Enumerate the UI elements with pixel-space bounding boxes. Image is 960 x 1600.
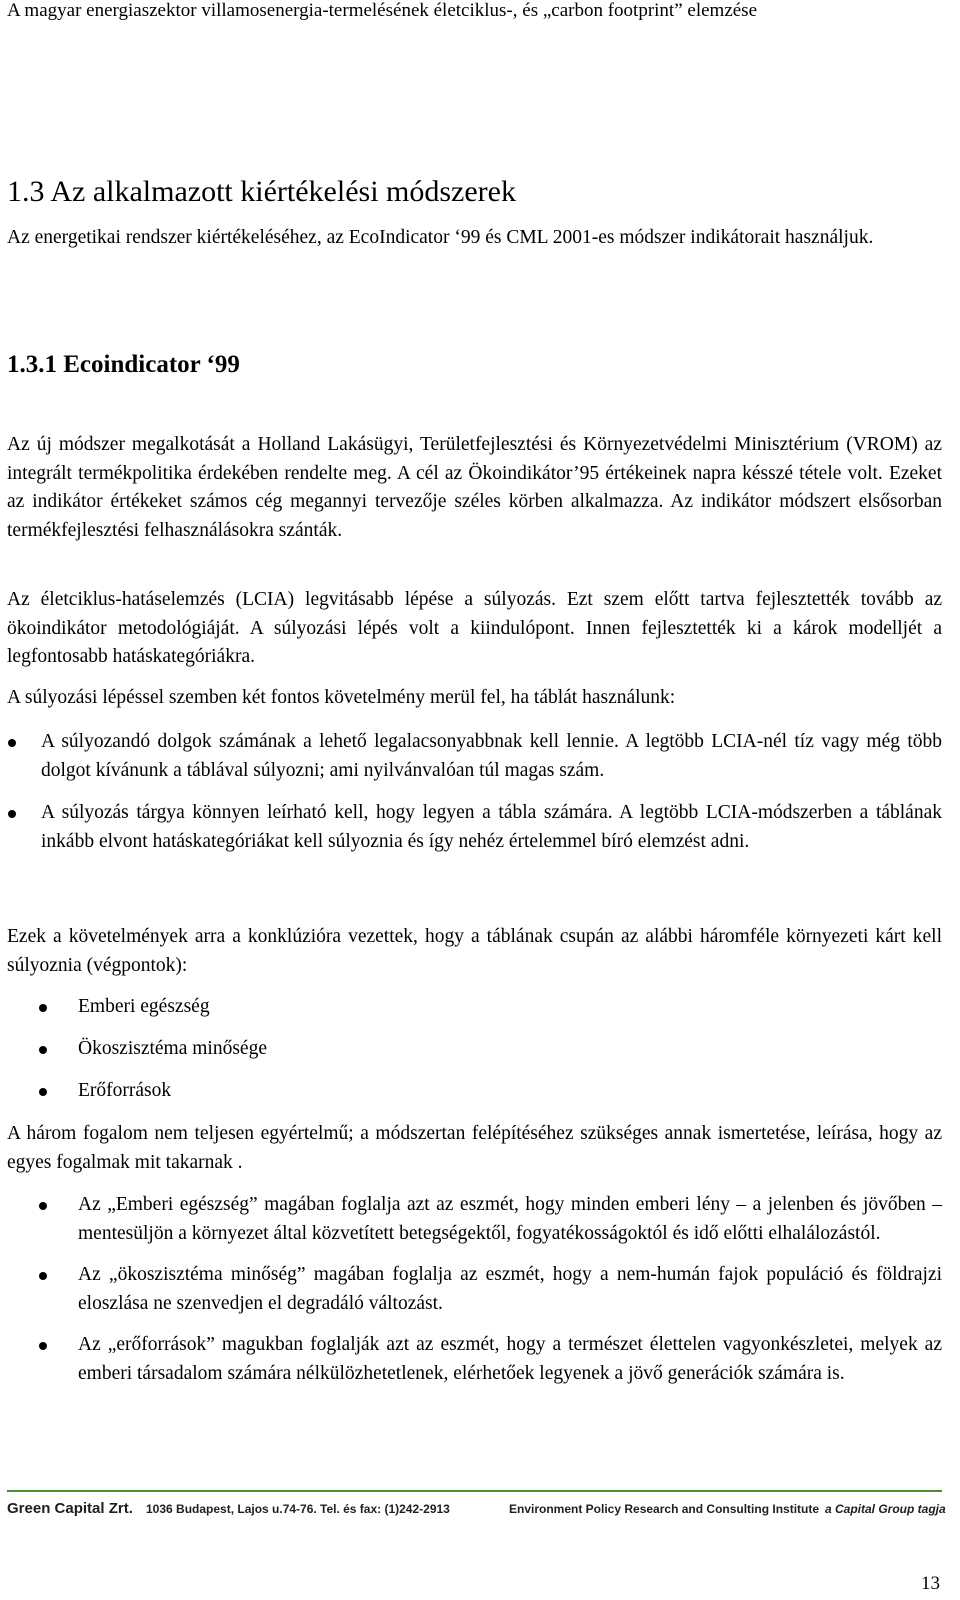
endpoints-list bbox=[7, 993, 942, 1119]
bullet-icon bbox=[8, 739, 16, 747]
subsection-heading: 1.3.1 Ecoindicator ‘99 bbox=[7, 351, 240, 378]
definition-text: Az „Emberi egészség” magában foglalja azt az eszmét, hogy minden emberi lény – a jelenben és jövőben – mentesüljön a környezet által közvetített betegségektől, fogyatékosságoktól és idő előtti elhalálozástól. bbox=[78, 1194, 942, 1244]
list-item bbox=[7, 1261, 942, 1318]
footer-divider bbox=[7, 1490, 942, 1492]
definitions-list bbox=[7, 1191, 942, 1401]
running-header: A magyar energiaszektor villamosenergia-termelésének életciklus-, és „carbon footprint” elemzése bbox=[7, 0, 758, 21]
bullet-icon bbox=[8, 810, 16, 818]
paragraph-explanation: A három fogalom nem teljesen egyértelmű; a módszertan felépítéséhez szükséges annak ismertetése, leírása, hogy az egyes fogalmak mit takarnak . bbox=[7, 1123, 942, 1173]
definition-text: Az „erőforrások” magukban foglalják azt az eszmét, hogy a természet élettelen vagyonkészletei, melyek az emberi társadalom számára nélkülözhetetlenek, elérhetőek legyenek a jövő generációk számára is. bbox=[78, 1334, 942, 1384]
bullet-icon bbox=[39, 1046, 47, 1054]
bullet-icon bbox=[39, 1272, 47, 1280]
footer-phone: Tel. és fax: (1)242-2913 bbox=[320, 1502, 450, 1516]
paragraph-requirements-intro: A súlyozási lépéssel szemben két fontos követelmény merül fel, ha táblát használunk: bbox=[7, 687, 676, 708]
list-item bbox=[7, 1331, 942, 1388]
bullet-icon bbox=[39, 1088, 47, 1096]
endpoint-text: Emberi egészség bbox=[78, 996, 210, 1017]
list-item bbox=[7, 728, 942, 785]
paragraph-weighting: Az életciklus-hatáselemzés (LCIA) legvitásabb lépése a súlyozás. Ezt szem előtt tartva fejlesztették tovább az ökoindikátor metodológiáját. A súlyozási lépés volt a kiindulópont. Innen fejlesztették ki a károk modelljét a legfontosabb hatáskategóriákra. bbox=[7, 589, 942, 667]
footer-address: 1036 Budapest, Lajos u.74-76. bbox=[146, 1502, 317, 1516]
endpoint-text: Erőforrások bbox=[78, 1080, 172, 1101]
endpoint-text: Ökoszisztéma minősége bbox=[78, 1038, 267, 1059]
list-item bbox=[7, 1035, 942, 1064]
page-footer bbox=[7, 1499, 946, 1521]
requirement-text: A súlyozás tárgya könnyen leírható kell, hogy legyen a tábla számára. A legtöbb LCIA-módszerben a táblának inkább elvont hatáskategóriákat kell súlyoznia és így nehéz értelemmel bíró elemzést adni. bbox=[41, 802, 942, 852]
list-item bbox=[7, 1191, 942, 1248]
list-item bbox=[7, 993, 942, 1022]
bullet-icon bbox=[39, 1202, 47, 1210]
requirements-list bbox=[7, 728, 942, 870]
requirement-text: A súlyozandó dolgok számának a lehető legalacsonyabbnak kell lennie. A legtöbb LCIA-nél tíz vagy még több dolgot kívánunk a táblával súlyozni; ami nyilvánvalóan túl magas szám. bbox=[41, 731, 942, 781]
list-item bbox=[7, 1077, 942, 1106]
document-page bbox=[7, 0, 946, 1600]
paragraph-conclusion: Ezek a követelmények arra a konklúzióra vezettek, hogy a táblának csupán az alábbi háromféle környezeti kárt kell súlyoznia (végpontok): bbox=[7, 926, 942, 976]
bullet-icon bbox=[39, 1004, 47, 1012]
paragraph-vrom: Az új módszer megalkotását a Holland Lakásügyi, Területfejlesztési és Környezetvédelmi Minisztérium (VROM) az integrált termékpolitika érdekében rendelte meg. A cél az Ökoindikátor’95 értékeinek napra késszé tétele volt. Ezeket az indikátor értékeket számos cég megannyi tervezője széles körben alkalmazza. Az indikátor módszert elsősorban termékfejlesztési felhasználásokra szánták. bbox=[7, 434, 942, 541]
footer-group: a Capital Group tagja bbox=[825, 1502, 946, 1516]
definition-text: Az „ökoszisztéma minőség” magában foglalja az eszmét, hogy a nem-humán fajok populáció és földrajzi eloszlása ne szenvedjen el degradáló változást. bbox=[78, 1264, 942, 1314]
footer-institute: Environment Policy Research and Consulting Institute bbox=[509, 1502, 820, 1516]
section-heading: 1.3 Az alkalmazott kiértékelési módszerek bbox=[7, 175, 516, 208]
page-number: 13 bbox=[921, 1573, 940, 1594]
section-intro-paragraph: Az energetikai rendszer kiértékeléséhez, az EcoIndicator ‘99 és CML 2001-es módszer indikátorait használjuk. bbox=[7, 227, 874, 248]
footer-company: Green Capital Zrt. bbox=[7, 1500, 133, 1517]
list-item bbox=[7, 799, 942, 856]
bullet-icon bbox=[39, 1342, 47, 1350]
